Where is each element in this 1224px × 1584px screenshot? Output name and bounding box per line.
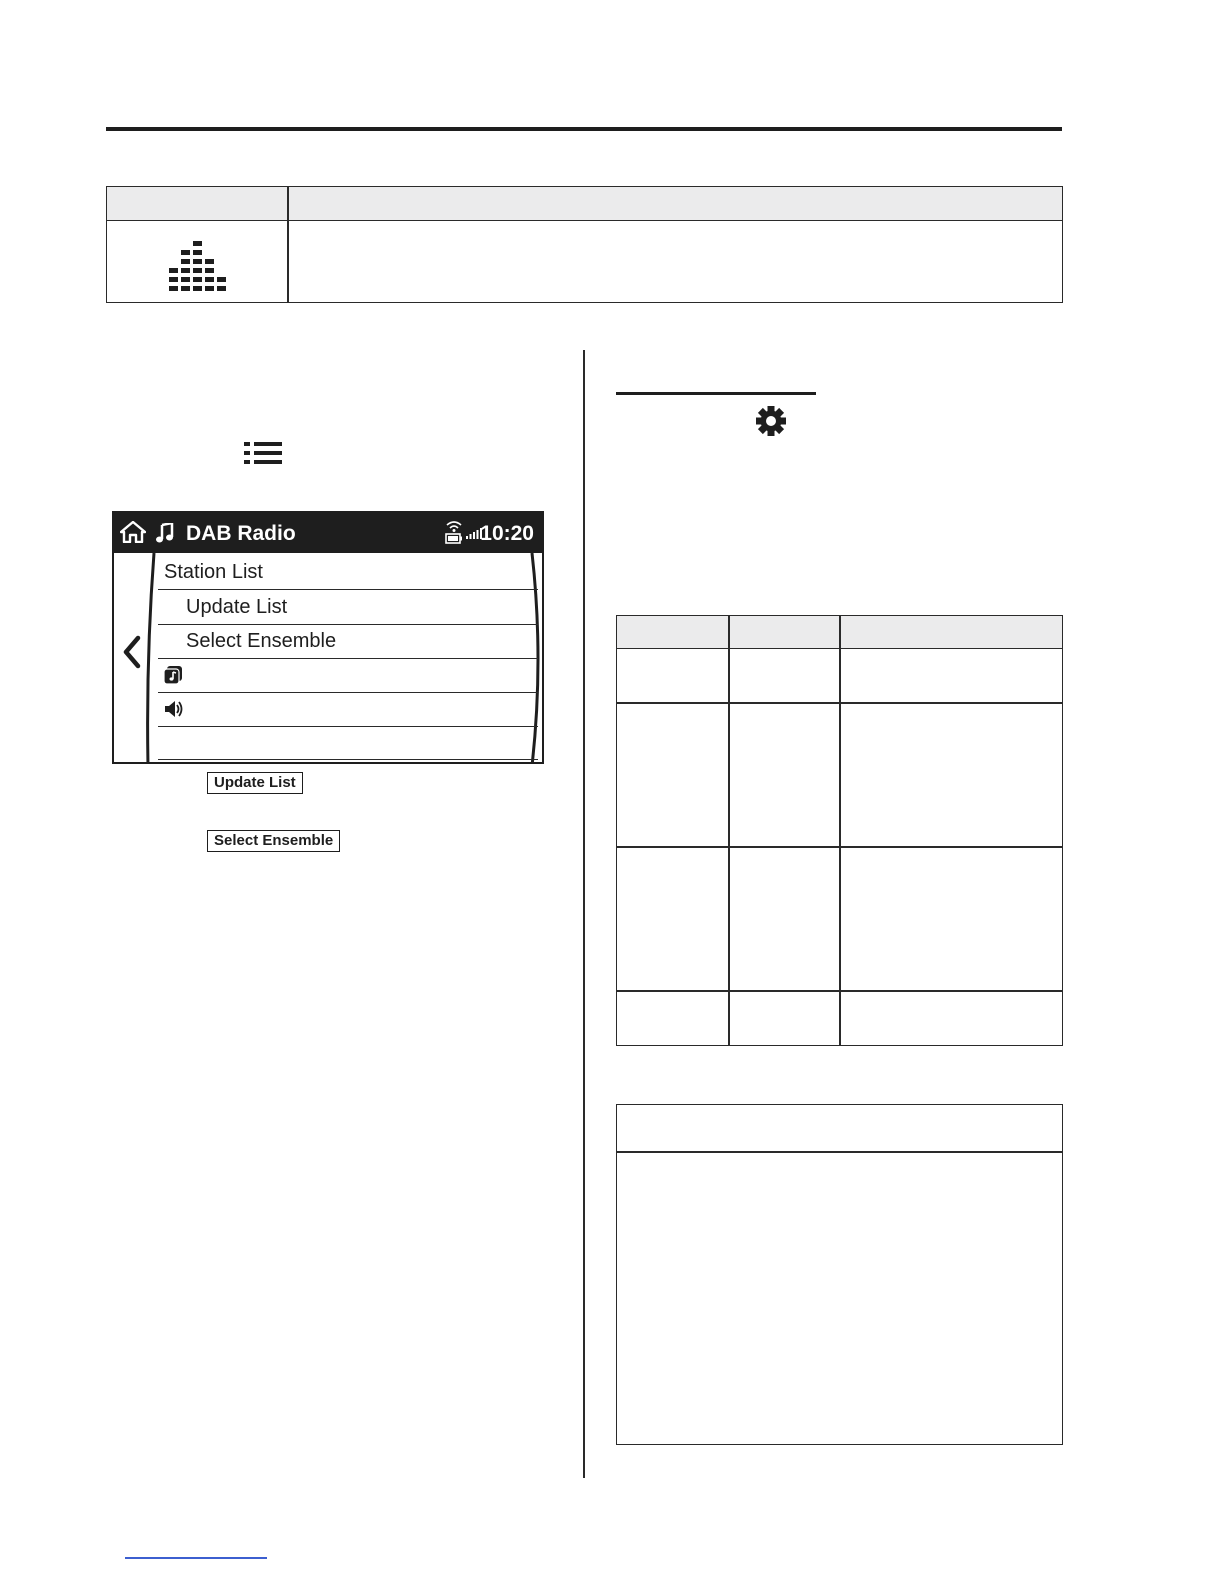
menu-row-6[interactable] [158,725,538,760]
update-list-button[interactable]: Update List [207,772,303,794]
menu-label: Station List [164,561,263,583]
column-divider [583,350,585,1478]
menu-label: Update List [186,596,288,618]
settings-table-row-divider [617,990,1062,992]
menu-row-4[interactable] [158,658,538,693]
radio-screen [112,511,544,764]
icon-table-divider [287,187,289,302]
header-rule [106,127,1062,131]
menu-row-5[interactable] [158,692,538,727]
music-album-icon [164,666,182,684]
icon-table-header [107,187,1062,221]
gear-icon [754,404,788,438]
settings-table [616,615,1063,1046]
menu-label: Select Ensemble [186,630,337,652]
icon-table [106,186,1063,303]
speaker-icon [164,700,184,718]
menu-row-station-list[interactable] [158,555,538,590]
settings-table-col-divider [728,616,730,1045]
settings-table-row-divider [617,846,1062,848]
select-ensemble-button[interactable]: Select Ensemble [207,830,340,852]
equalizer-bars-icon [167,241,229,297]
settings-table-row-divider [617,702,1062,704]
footer-link-underline[interactable] [125,1557,267,1559]
settings-table-col-divider [839,616,841,1045]
section-heading-rule [616,392,816,395]
menu-row-select-ensemble[interactable] [158,624,538,659]
screen-clock: 10:20 [480,522,534,545]
note-box-header-divider [617,1151,1062,1153]
screen-title: DAB Radio [186,522,296,545]
menu-row-update-list[interactable] [158,590,538,625]
list-icon [244,441,282,465]
note-box [616,1104,1063,1445]
chevron-left-icon[interactable] [122,635,142,669]
